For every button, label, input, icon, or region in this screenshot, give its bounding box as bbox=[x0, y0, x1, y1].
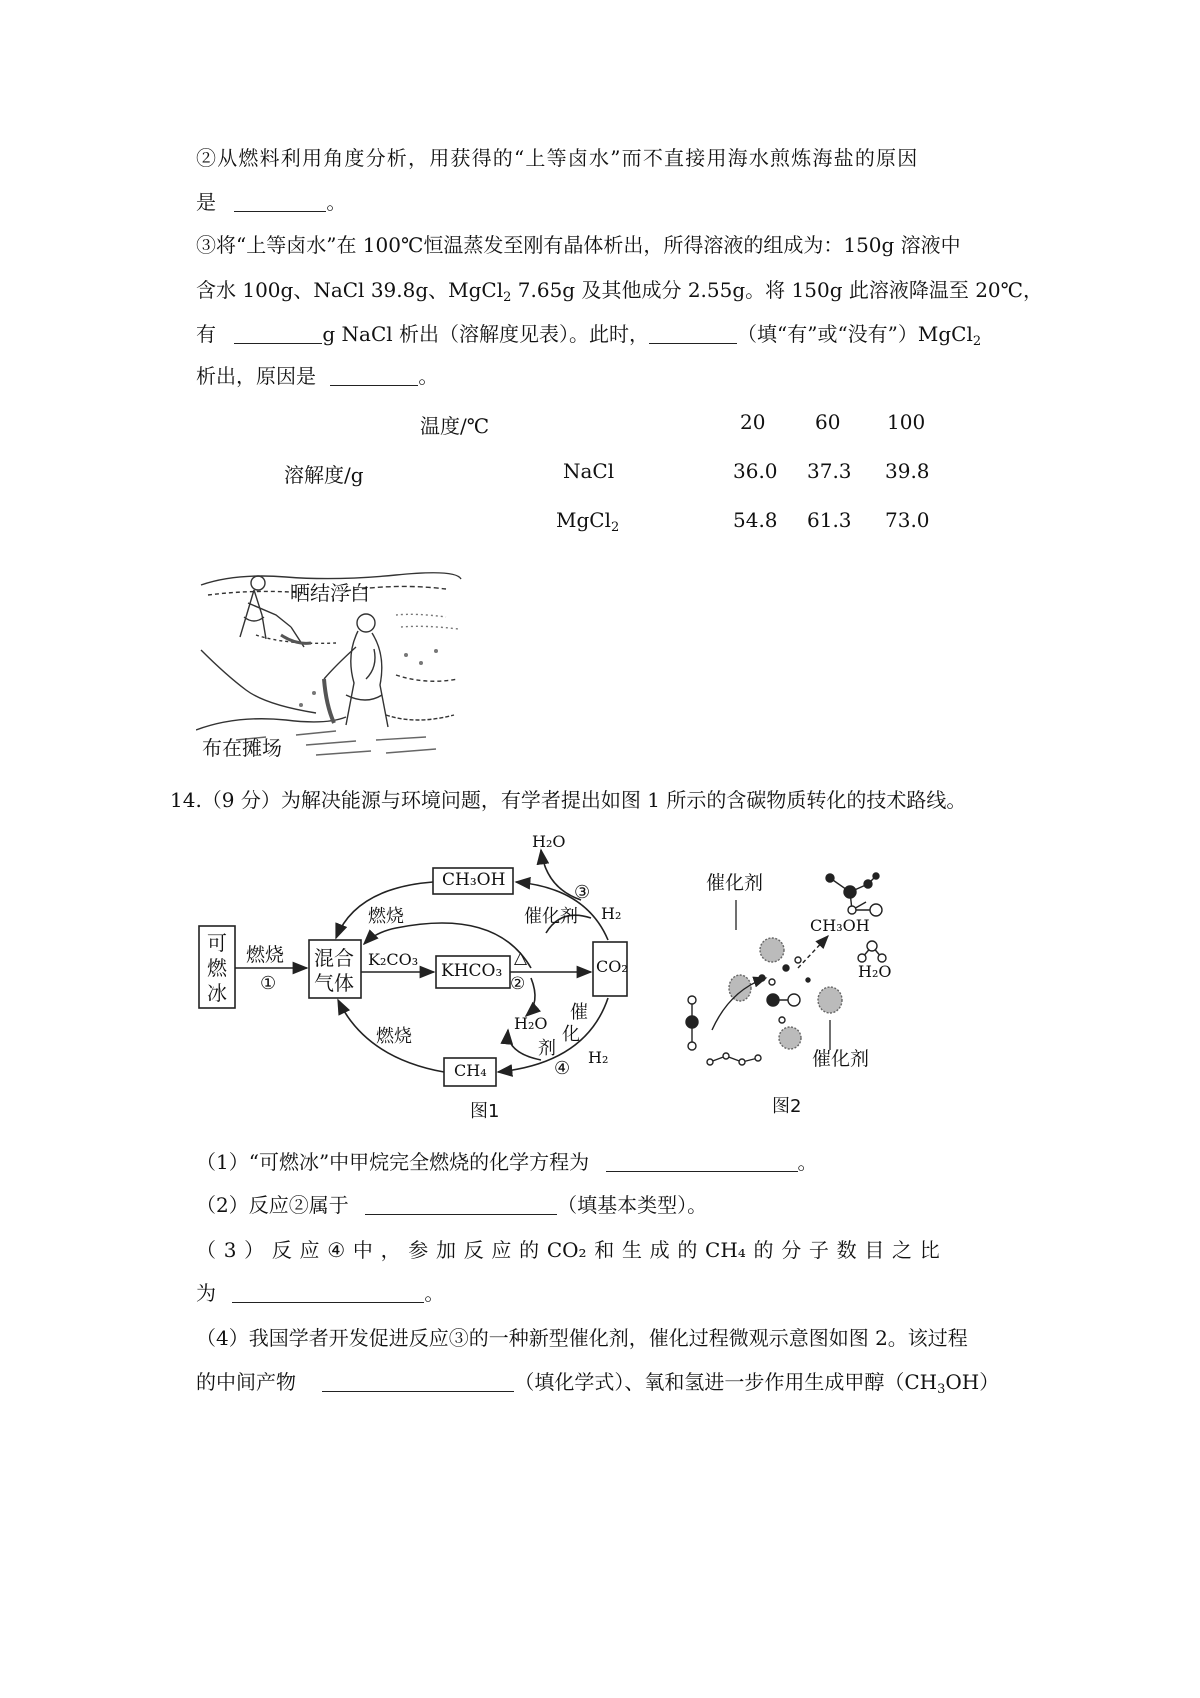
label-k2co3: K₂CO₃ bbox=[368, 950, 419, 969]
table-mgcl2-100: 73.0 bbox=[885, 508, 930, 532]
q3-seg: 反 bbox=[463, 1238, 484, 1262]
sub: 2 bbox=[972, 334, 982, 349]
answer-blank-mgcl2-yesno[interactable] bbox=[649, 342, 737, 344]
fig2-catalyst-top: 催化剂 bbox=[706, 872, 764, 894]
table-temp-60: 60 bbox=[815, 410, 841, 434]
q3-seg: CO₂ bbox=[546, 1238, 587, 1262]
box-combustible-ice-3: 冰 bbox=[207, 981, 227, 1005]
box-co2: CO₂ bbox=[596, 957, 628, 976]
sub: 2 bbox=[610, 520, 620, 535]
q3-seg: 中 bbox=[352, 1238, 373, 1262]
q13-item3-line3-prefix: 有 bbox=[196, 322, 216, 346]
table-mgcl2-60: 61.3 bbox=[807, 508, 852, 532]
q3-seg: 生 bbox=[621, 1238, 642, 1262]
q13-item3-line2 bbox=[196, 278, 1044, 305]
q13-item3-line2-text: 含水 100g、NaCl 39.8g、MgCl bbox=[196, 278, 504, 302]
q13-item2-end: 。 bbox=[326, 190, 347, 214]
q3-seg: ） bbox=[244, 1238, 265, 1262]
answer-blank-reason[interactable] bbox=[330, 384, 418, 386]
illustration-caption-bottom: 布在摊场 bbox=[202, 736, 282, 760]
q3-seg: 的 bbox=[519, 1238, 540, 1262]
label-catalyst-4a: 催 bbox=[570, 1002, 588, 1023]
answer-blank-molecule-ratio[interactable] bbox=[232, 1301, 424, 1303]
label-burn-top: 燃烧 bbox=[368, 906, 404, 927]
q3-seg: CH₄ bbox=[705, 1238, 746, 1262]
q3-seg: ④ bbox=[327, 1238, 346, 1262]
q13-item3-line1: ③将“上等卤水”在 100℃恒温蒸发至刚有晶体析出，所得溶液的组成为：150g 溶液中 bbox=[196, 233, 961, 257]
label-catalyst-4b: 化 bbox=[562, 1024, 580, 1045]
figure-2-caption: 图2 bbox=[772, 1096, 802, 1117]
q14-part4-line1: （4）我国学者开发促进反应③的一种新型催化剂，催化过程微观示意图如图 2。该过程 bbox=[196, 1326, 968, 1350]
q13-item3-line4-end: 。 bbox=[418, 364, 439, 388]
sub: 3 bbox=[937, 1382, 946, 1397]
q3-seg: 比 bbox=[919, 1238, 940, 1262]
sub: 2 bbox=[503, 290, 512, 305]
q14-part4-line2 bbox=[196, 1370, 1000, 1397]
box-ch4: CH₄ bbox=[454, 1061, 487, 1080]
label-burn-1: 燃烧 bbox=[246, 944, 285, 966]
table-temp-100: 100 bbox=[887, 410, 926, 434]
fig2-h2o: H₂O bbox=[858, 962, 892, 981]
label-reaction-1: ① bbox=[260, 973, 277, 994]
q3-seg: 应 bbox=[491, 1238, 512, 1262]
q14-part2-end: （填基本类型）。 bbox=[557, 1193, 708, 1217]
answer-blank-nacl-mass[interactable] bbox=[234, 342, 322, 344]
q13-item2-line1: ②从燃料利用角度分析，用获得的“上等卤水”而不直接用海水煎炼海盐的原因 bbox=[196, 146, 919, 170]
label-reaction-4: ④ bbox=[554, 1058, 571, 1079]
illustration-caption-top: 晒结浮白 bbox=[290, 581, 370, 605]
q13-item3-line4-prefix: 析出，原因是 bbox=[196, 364, 316, 388]
table-nacl-100: 39.8 bbox=[885, 459, 930, 483]
q13-item3-line3-mid: g NaCl 析出（溶解度见表）。此时， bbox=[322, 322, 649, 346]
table-mgcl2-label bbox=[556, 508, 620, 535]
q3-seg: 分 bbox=[781, 1238, 802, 1262]
label-h2-top: H₂ bbox=[601, 904, 622, 923]
fig2-ch3oh: CH₃OH bbox=[810, 916, 870, 935]
table-mgcl2-20: 54.8 bbox=[733, 508, 778, 532]
box-mixed-gas-2: 气体 bbox=[314, 971, 354, 995]
q14-part1 bbox=[196, 1152, 818, 1172]
label-heat: △ bbox=[514, 948, 528, 968]
q13-item3-line3 bbox=[196, 322, 982, 349]
q3-seg: 3 bbox=[223, 1238, 237, 1262]
mgcl2-text: MgCl bbox=[556, 508, 611, 532]
answer-blank-combustion-equation[interactable] bbox=[606, 1170, 798, 1172]
salt-making-illustration bbox=[196, 555, 466, 770]
q3-seg: 的 bbox=[753, 1238, 774, 1262]
q14-part4-prefix: 的中间产物 bbox=[196, 1370, 296, 1394]
q14-stem: 14.（9 分）为解决能源与环境问题，有学者提出如图 1 所示的含碳物质转化的技术路线。 bbox=[170, 788, 967, 812]
answer-blank-intermediate-product[interactable] bbox=[322, 1390, 514, 1392]
q3-seg: 子 bbox=[808, 1238, 829, 1262]
q13-item3-line2-end: 7.65g 及其他成分 2.55g。将 150g 此溶液降温至 20℃， bbox=[511, 278, 1044, 302]
label-h2o-top: H₂O bbox=[532, 832, 566, 851]
q13-item2-prefix: 是 bbox=[196, 190, 216, 214]
q14-part3-line1 bbox=[196, 1240, 940, 1260]
q14-part1-text: （1）“可燃冰”中甲烷完全燃烧的化学方程为 bbox=[196, 1150, 590, 1174]
figure-2-catalysis bbox=[680, 850, 910, 1125]
q3-seg: 参 bbox=[408, 1238, 429, 1262]
q14-part4-end: OH） bbox=[945, 1370, 1000, 1394]
figure-1-carbon-cycle bbox=[196, 828, 656, 1128]
label-burn-bottom: 燃烧 bbox=[376, 1026, 412, 1047]
q3-seg: 目 bbox=[864, 1238, 885, 1262]
q3-seg: （ bbox=[196, 1238, 216, 1262]
q3-seg: 反 bbox=[271, 1238, 292, 1262]
table-temp-header: 温度/℃ bbox=[420, 414, 490, 438]
table-temp-20: 20 bbox=[740, 410, 766, 434]
q3-seg: 和 bbox=[594, 1238, 615, 1262]
q14-part3-prefix: 为 bbox=[196, 1281, 216, 1305]
fig2-catalyst-bottom: 催化剂 bbox=[812, 1048, 870, 1070]
box-ch3oh: CH₃OH bbox=[442, 870, 506, 890]
box-khco3: KHCO₃ bbox=[441, 961, 503, 981]
table-nacl-60: 37.3 bbox=[807, 459, 852, 483]
q14-part1-end: 。 bbox=[797, 1150, 818, 1174]
q14-part3-line2 bbox=[196, 1283, 444, 1303]
q3-seg: 的 bbox=[677, 1238, 698, 1262]
q3-seg: 应 bbox=[299, 1238, 320, 1262]
q14-part3-end: 。 bbox=[424, 1281, 445, 1305]
label-h2-bottom: H₂ bbox=[588, 1048, 609, 1067]
box-combustible-ice-1: 可 bbox=[207, 931, 227, 955]
table-solubility-label: 溶解度/g bbox=[284, 463, 364, 487]
table-nacl-20: 36.0 bbox=[733, 459, 778, 483]
table-nacl-label: NaCl bbox=[563, 459, 615, 483]
q14-part2-text: （2）反应②属于 bbox=[196, 1193, 349, 1217]
answer-blank-reaction-type[interactable] bbox=[365, 1213, 557, 1215]
q13-item3-line4 bbox=[196, 366, 438, 386]
q14-part2 bbox=[196, 1195, 707, 1215]
label-reaction-2: ② bbox=[510, 974, 526, 994]
label-catalyst-3: 催化剂 bbox=[524, 906, 578, 927]
box-combustible-ice-2: 燃 bbox=[207, 956, 227, 980]
label-reaction-3: ③ bbox=[574, 882, 591, 903]
q3-seg: 加 bbox=[436, 1238, 456, 1262]
figure-1-caption: 图1 bbox=[470, 1101, 500, 1122]
label-h2o-mid: H₂O bbox=[514, 1014, 548, 1033]
q3-seg: ， bbox=[380, 1238, 401, 1262]
answer-blank-fuel-reason[interactable] bbox=[234, 210, 326, 212]
box-mixed-gas-1: 混合 bbox=[314, 946, 354, 970]
q13-item3-line3-end: （填“有”或“没有”）MgCl bbox=[737, 322, 973, 346]
q3-seg: 之 bbox=[892, 1238, 913, 1262]
label-catalyst-4c: 剂 bbox=[538, 1038, 556, 1059]
q14-part4-mid: （填化学式）、氧和氢进一步作用生成甲醇（CH bbox=[514, 1370, 938, 1394]
q3-seg: 成 bbox=[649, 1238, 670, 1262]
q3-seg: 数 bbox=[836, 1238, 857, 1262]
q13-item2-line2 bbox=[196, 192, 346, 212]
